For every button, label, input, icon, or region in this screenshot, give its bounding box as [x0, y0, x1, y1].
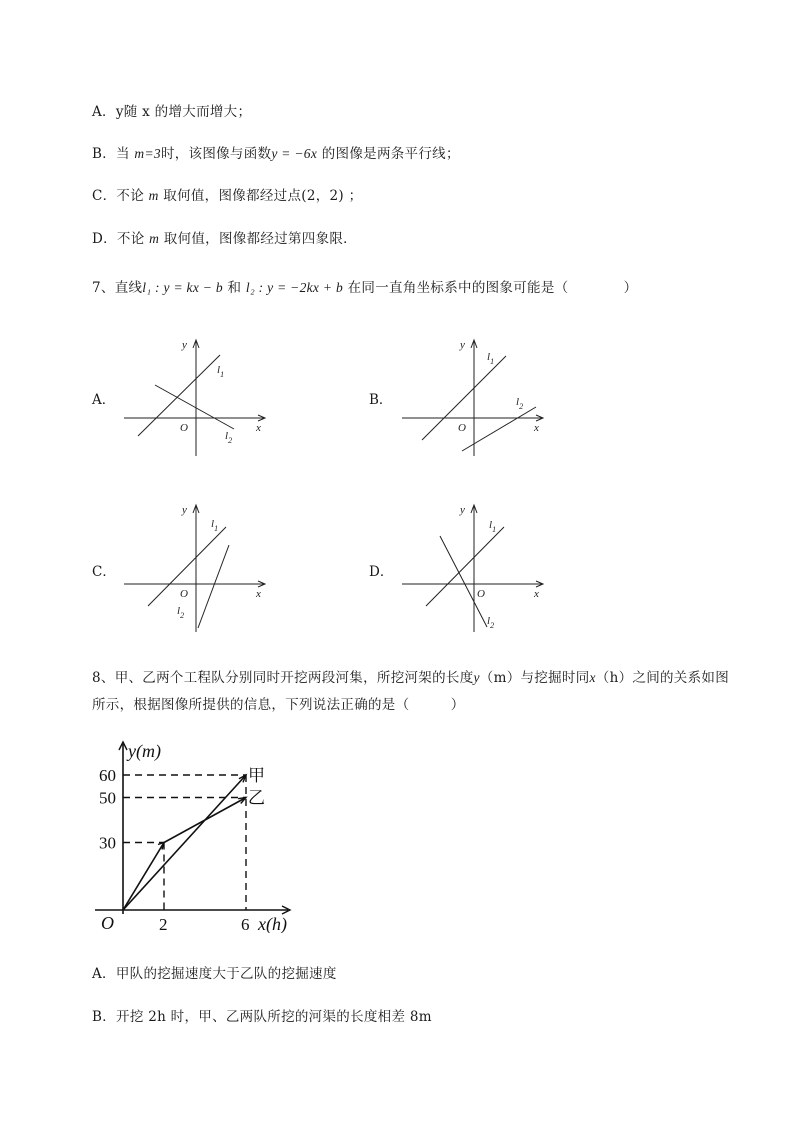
q8-option-a: A．甲队的挖掘速度大于乙队的挖掘速度 — [92, 966, 337, 982]
series-line-2 — [123, 798, 246, 911]
q7-prefix: 7、直线 — [92, 280, 143, 296]
l2-label: $l_2$ — [177, 605, 185, 620]
q6-b-func: y = −6x — [271, 146, 318, 161]
q7-label-b: B． — [369, 392, 393, 408]
line-l2 — [462, 407, 536, 451]
series-label-1: 甲 — [248, 766, 265, 785]
q6-b-m: m=3 — [134, 146, 161, 161]
l1-label: $l_1$ — [211, 518, 219, 533]
q6-b-mid: 时，该图像与函数 — [160, 146, 272, 162]
q6-option-a — [92, 100, 251, 120]
x-axis-label: x — [256, 588, 261, 600]
q8-y-var: y — [473, 670, 480, 685]
series-label-2: 乙 — [248, 788, 265, 808]
q6-d-post: 取何值，图像都经过第四象限． — [159, 231, 357, 247]
q8-text-mid1: （m）与挖掘时同 — [479, 670, 590, 686]
x-axis-label: x — [534, 588, 539, 600]
line-l1 — [138, 355, 220, 436]
y-axis-label: y — [460, 504, 465, 516]
y-axis-label: y(m) — [128, 741, 161, 761]
q6-c-post: 取何值，图像都经过点(2，2) ； — [158, 188, 363, 204]
y-axis-label: y — [460, 339, 465, 351]
q7-l2-formula: l₂ : y = −2kx + b — [245, 280, 344, 295]
x-axis-label: x — [534, 422, 539, 434]
q6-option-d — [92, 227, 357, 247]
x-axis-label: x — [256, 422, 261, 434]
q6-option-a-text: A．y随 x 的增大而增大； — [92, 104, 252, 120]
origin-label: O — [180, 422, 188, 434]
q6-d-pre: D．不论 — [92, 231, 150, 247]
q7-and: 和 — [222, 280, 246, 296]
q6-option-c — [92, 184, 362, 204]
q7-graph-c — [120, 500, 270, 635]
l2-label: $l_2$ — [516, 396, 524, 411]
q7-suffix: 在同一直角坐标系中的图象可能是（ ） — [343, 280, 638, 296]
line-l2 — [198, 545, 229, 628]
q8-stem — [92, 664, 732, 719]
x-tick-2: 2 — [159, 915, 168, 933]
l1-label: $l_1$ — [489, 519, 497, 534]
l2-label: $l_2$ — [487, 615, 495, 630]
origin-label: O — [458, 422, 466, 434]
origin-label: O — [180, 588, 188, 600]
l1-label: $l_1$ — [217, 364, 225, 379]
q6-c-m: m — [148, 188, 159, 203]
q6-option-b — [92, 142, 460, 162]
q8-x-var: x — [589, 670, 596, 685]
x-tick-6: 6 — [241, 915, 250, 933]
y-axis-label: y — [182, 339, 187, 351]
q6-c-pre: C．不论 — [92, 188, 149, 204]
x-axis-label: x(h) — [258, 914, 287, 933]
q7-graph-d — [398, 500, 548, 635]
q7-label-c: C． — [92, 564, 116, 580]
q8-text-pre: 8、甲、乙两个工程队分别同时开挖两段河集，所挖河架的长度 — [92, 670, 474, 686]
q8-text-mid2: （h）之间的关系如图所示，根据图像所提供的信息，下列说法正确的是（ ） — [92, 670, 729, 713]
y-tick-30: 30 — [99, 833, 116, 853]
q7-graph-b — [398, 335, 548, 460]
l1-label: $l_1$ — [487, 351, 495, 366]
y-tick-60: 60 — [99, 766, 116, 785]
line-l1 — [426, 527, 504, 606]
q7-graph-a — [120, 335, 270, 460]
q7-label-a: A． — [92, 392, 116, 408]
y-axis-label: y — [182, 504, 187, 516]
q6-b-post: 的图像是两条平行线； — [317, 146, 460, 162]
origin-label: O — [101, 913, 114, 933]
l2-label: $l_2$ — [225, 430, 233, 445]
y-tick-50: 50 — [99, 788, 116, 808]
q8-chart — [90, 738, 310, 933]
q8-option-b: B．开挖 2h 时，甲、乙两队所挖的河渠的长度相差 8m — [92, 1009, 432, 1025]
q7-stem — [92, 276, 637, 296]
origin-label: O — [477, 588, 485, 600]
q7-label-d: D． — [369, 564, 394, 580]
q6-b-pre: B．当 — [92, 146, 135, 162]
q7-l1-formula: l₁ : y = kx − b — [142, 280, 223, 295]
q6-d-m: m — [149, 231, 160, 246]
line-l2 — [440, 536, 487, 627]
